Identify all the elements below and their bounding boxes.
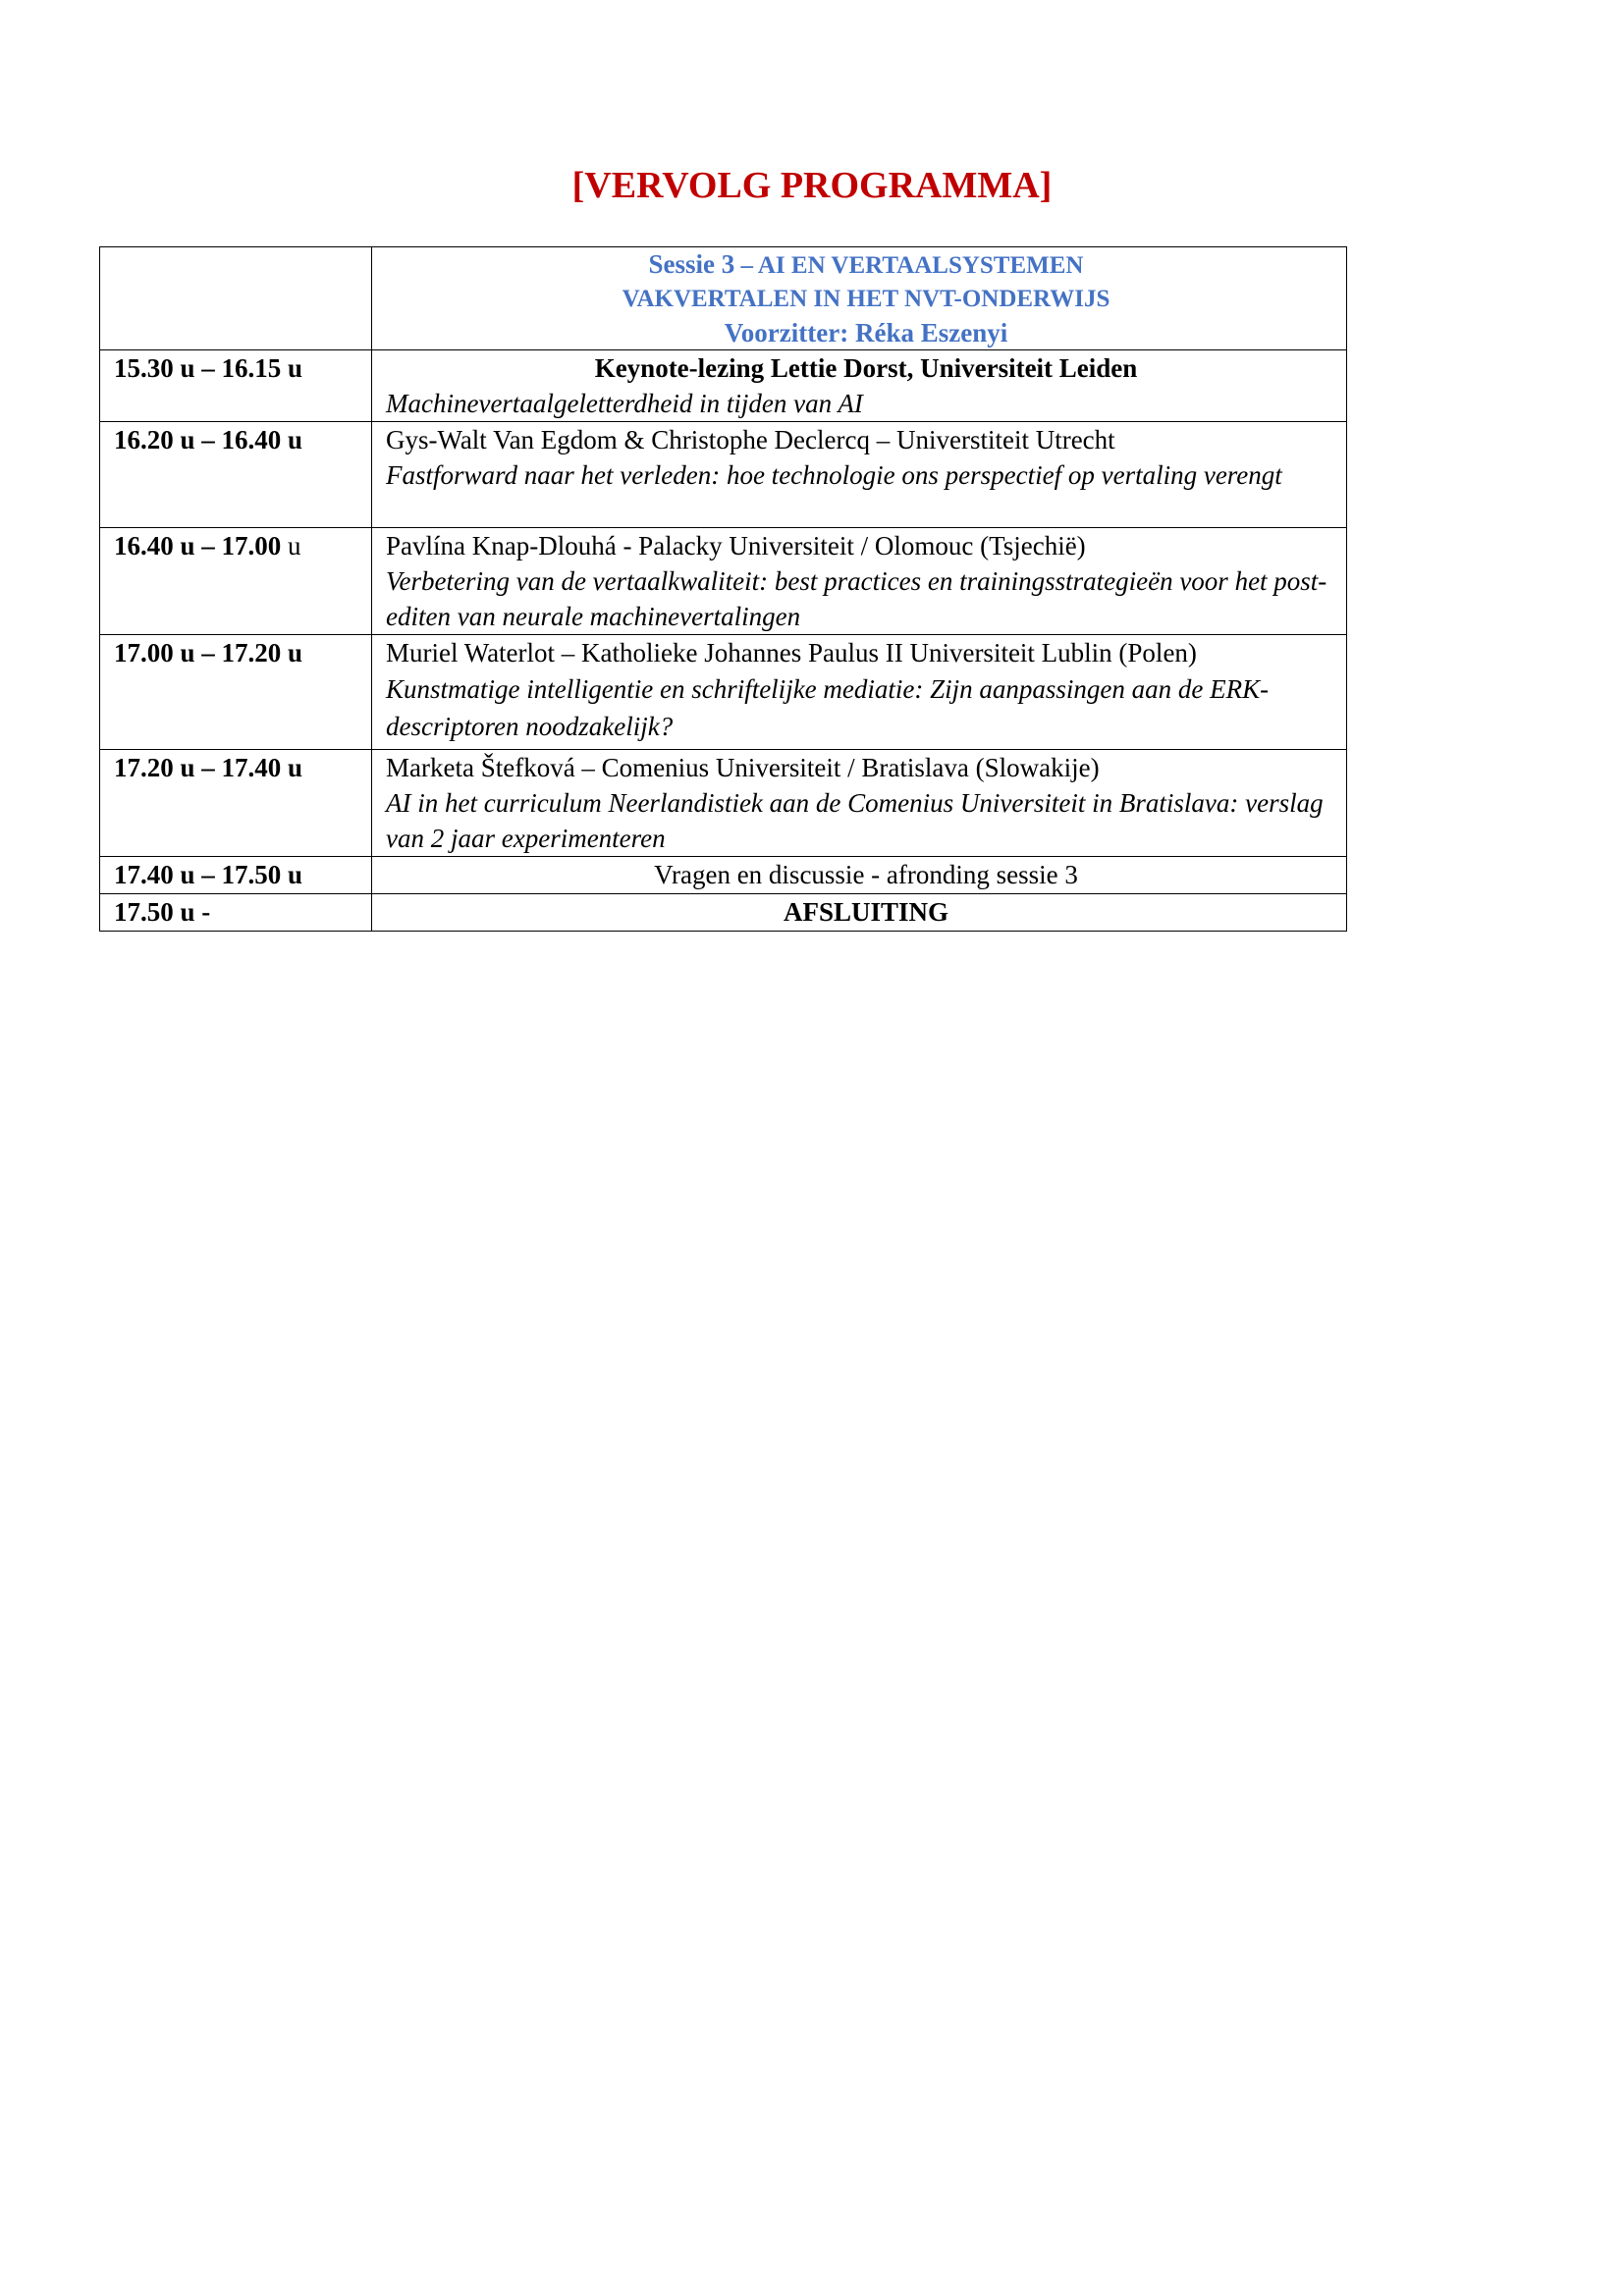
time-cell: 17.20 u – 17.40 u bbox=[100, 750, 372, 857]
table-row bbox=[100, 528, 1347, 635]
session-chair: Voorzitter: Réka Eszenyi bbox=[724, 318, 1008, 347]
page-title: [VERVOLG PROGRAMMA] bbox=[571, 165, 1053, 206]
time-cell bbox=[100, 528, 372, 635]
description-cell bbox=[372, 750, 1347, 857]
time-cell: 16.20 u – 16.40 u bbox=[100, 422, 372, 528]
speaker-line: Pavlína Knap-Dlouhá - Palacky Universiteit / Olomouc (Tsjechië) bbox=[386, 531, 1086, 561]
speaker-line: Marketa Štefková – Comenius Universiteit / Bratislava (Slowakije) bbox=[386, 753, 1100, 782]
session-header-row bbox=[100, 247, 1347, 350]
table-row bbox=[100, 894, 1347, 932]
session-header bbox=[372, 247, 1347, 350]
table-row bbox=[100, 350, 1347, 422]
closing-line: AFSLUITING bbox=[783, 897, 949, 927]
time-cell: 17.50 u - bbox=[100, 894, 372, 932]
keynote-title: Keynote-lezing Lettie Dorst, Universiteit Leiden bbox=[594, 353, 1138, 383]
talk-title: AI in het curriculum Neerlandistiek aan de Comenius Universiteit in Bratislava: verslag van 2 jaar experimenteren bbox=[386, 788, 1324, 853]
talk-title: Kunstmatige intelligentie en schriftelijke mediatie: Zijn aanpassingen aan de ERK-descriptoren noodzakelijk? bbox=[386, 674, 1270, 741]
time-start-end: 16.40 u – 17.00 bbox=[114, 531, 282, 561]
talk-title: Fastforward naar het verleden: hoe technologie ons perspectief op vertaling verengt bbox=[386, 460, 1282, 490]
table-row bbox=[100, 750, 1347, 857]
session-header-empty-cell bbox=[100, 247, 372, 350]
description-cell bbox=[372, 857, 1347, 894]
description-cell bbox=[372, 422, 1347, 528]
talk-title: Verbetering van de vertaalkwaliteit: best practices en trainingsstrategieën voor het post-editen van neurale machinevertalingen bbox=[386, 566, 1327, 631]
description-cell bbox=[372, 350, 1347, 422]
table-row bbox=[100, 422, 1347, 528]
table-row bbox=[100, 635, 1347, 750]
session-label: Sessie 3 bbox=[648, 249, 735, 279]
table-row bbox=[100, 857, 1347, 894]
session-topic: – AI EN VERTAALSYSTEMEN bbox=[734, 252, 1084, 279]
session-title bbox=[386, 247, 1346, 283]
talk-title: Machinevertaalgeletterdheid in tijden van AI bbox=[386, 389, 863, 418]
speaker-line: Muriel Waterlot – Katholieke Johannes Paulus II Universiteit Lublin (Polen) bbox=[386, 638, 1197, 667]
description-cell bbox=[372, 894, 1347, 932]
discussion-line: Vragen en discussie - afronding sessie 3 bbox=[654, 860, 1078, 889]
time-unit: u bbox=[281, 531, 301, 561]
session-subtitle: VAKVERTALEN IN HET NVT-ONDERWIJS bbox=[622, 286, 1110, 312]
program-table bbox=[99, 246, 1347, 932]
description-cell bbox=[372, 635, 1347, 750]
time-cell: 17.00 u – 17.20 u bbox=[100, 635, 372, 750]
time-cell: 17.40 u – 17.50 u bbox=[100, 857, 372, 894]
description-cell bbox=[372, 528, 1347, 635]
time-cell: 15.30 u – 16.15 u bbox=[100, 350, 372, 422]
speaker-line: Gys-Walt Van Egdom & Christophe Declercq – Universtiteit Utrecht bbox=[386, 425, 1115, 454]
